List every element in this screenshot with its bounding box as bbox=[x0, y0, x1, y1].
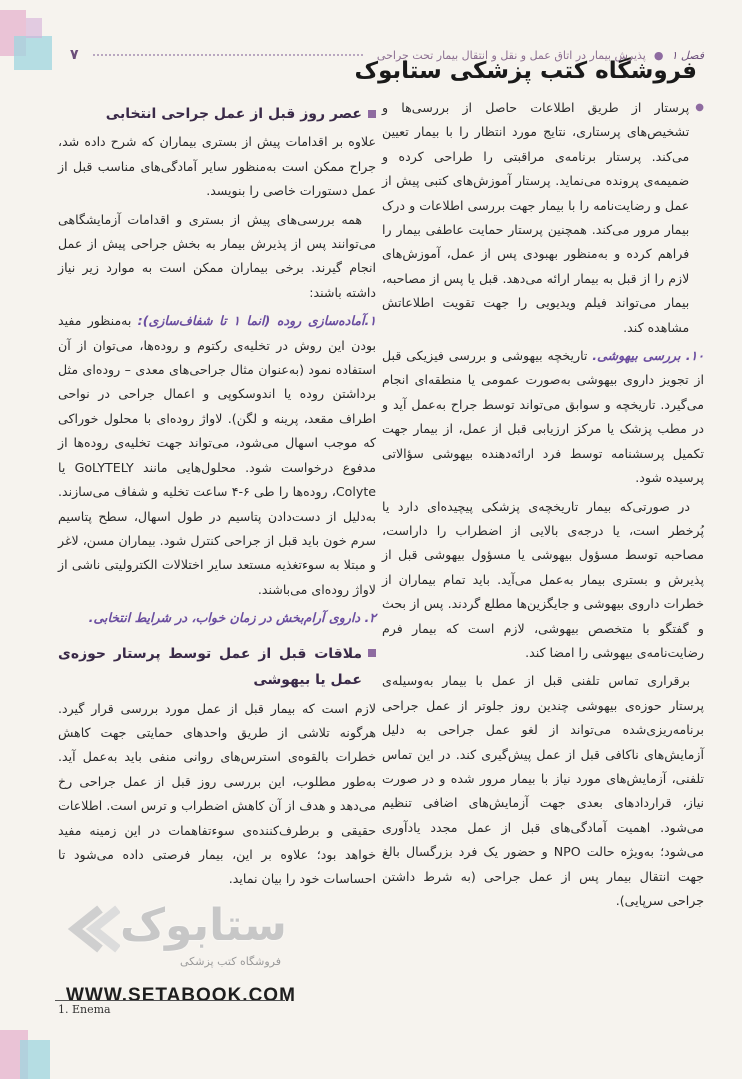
square-bullet-icon bbox=[368, 110, 376, 118]
watermark-url: WWW.SETABOOK.COM bbox=[66, 985, 296, 1006]
paragraph: برقراری تماس تلفنی قبل از عمل با بیمار به‌وسیله‌ی پرستار حوزه‌ی بیهوشی چندین روز جلوتر از عمل جراحی برنامه‌ریزی‌شده می‌تواند از لغو عمل جراحی به دلیل آزمایش‌های ناکافی قبل از عمل پیش‌گیری کند. در این تماس تلفنی، آزمایش‌های مورد نیاز با بیمار مرور شده و در صورت نیاز، قراردادهای بعدی جهت آزمایش‌های اضافی تنظیم می‌شود. اهمیت آمادگی‌های قبل از عمل مجدد یادآوری می‌شود؛ به‌ویژه حالت NPO و حضور یک فرد بزرگسال بالغ جهت انتقال بیمار پس از عمل جراحی (به شرط داشتن جراحی سرپایی). bbox=[382, 673, 705, 908]
page-number: ۷ bbox=[70, 47, 79, 63]
list-item-title: ۱.آماده‌سازی روده (انما ۱ تا شفاف‌سازی): bbox=[137, 313, 376, 329]
bullet-paragraph bbox=[382, 96, 704, 344]
list-item-text: به‌منظور مفید بودن این روش در تخلیه‌ی رکتوم و روده‌ها، می‌توان از آن استفاده نمود (به‌عنوان مثال جراحی‌های معدی – روده‌ای مثل برداشتن روده یا اندوسکوپی و اعمال جراحی در نواحی اطراف مقعد، پرینه و لگن). لاواژ روده‌ای با محلول خوراکی که موجب اسهال می‌شود، می‌تواند جهت تخلیه‌ی روده‌ها از مدفوع درخواست شود. محلول‌هایی مانند GoLYTELY یا Colyte، روده‌ها را طی ۶-۴ ساعت تخلیه و شفاف می‌سازند. به‌دلیل از دست‌دادن پتاسیم در طول اسهال، سطح پتاسیم سرم خون باید قبل از جراحی کنترل شود. بیماران مسن، لاغر و مبتلا به سوءتغذیه مستعد سایر اختلالات الکترولیتی ناشی از لاواژ روده‌ای می‌باشند. bbox=[58, 313, 377, 597]
item-10-title: ۱۰. بررسی بیهوشی. bbox=[592, 348, 705, 364]
chapter-label: فصل ۱ bbox=[671, 48, 704, 62]
list-item-title: ۲. داروی آرام‌بخش در زمان خواب، در شرایط انتخابی. bbox=[88, 610, 376, 626]
paragraph: لازم است که بیمار قبل از عمل مورد بررسی قرار گیرد. هرگونه تلاشی از طریق واحدهای حمایتی جهت کاهش خطرات بالقوه‌ی استرس‌های روانی منفی باید به‌عمل آید. به‌طور مطلوب، این بررسی روز قبل از عمل جراحی رخ می‌دهد و هدف از آن کاهش اضطراب و ترس است. اطلاعات حقیقی و برطرف‌کننده‌ی سوءتفاهمات در این زمینه مفید خواهد بود؛ علاوه بر این، بیمار فرصتی داده می‌شود تا احساسات خود را بیان نماید. bbox=[58, 700, 376, 887]
heading-text: عصر روز قبل از عمل جراحی انتخابی bbox=[105, 106, 362, 122]
bullet-icon: ● bbox=[695, 102, 704, 113]
header-dotted-rule bbox=[93, 54, 363, 56]
watermark-logo bbox=[60, 900, 315, 980]
right-column bbox=[382, 96, 704, 917]
watermark-brand: ستابوک bbox=[120, 900, 287, 951]
paragraph: علاوه بر اقدامات پیش از بستری بیماران که شرح داده شد، جراح ممکن است به‌منظور سایر آمادگی‌های مناسب قبل از عمل دستورات خاصی را بنویسد. bbox=[58, 134, 376, 199]
item-10 bbox=[382, 344, 704, 490]
item-10-text: تاریخچه بیهوشی و بررسی فیزیکی قبل از تجویز داروی بیهوشی به‌صورت عمومی یا منطقه‌ای انجام می‌گیرد. تاریخچه و سوابق می‌تواند توسط جراح به‌عمل آید و در مطب پزشک یا مرکز ارزیابی قبل از عمل، از بیمار جهت تکمیل پرسشنامه توسط فرد ارائه‌دهنده بیهوشی سؤالاتی پرسیده شود. bbox=[382, 348, 704, 486]
section-heading bbox=[58, 102, 376, 126]
footnote: 1. Enema bbox=[58, 1003, 111, 1016]
watermark-tagline: فروشگاه کتب پزشکی bbox=[180, 955, 281, 968]
chevron-watermark-icon bbox=[60, 904, 120, 954]
corner-decoration-bottom bbox=[0, 1030, 60, 1079]
bullet-dot: ● bbox=[653, 48, 664, 62]
list-item-2 bbox=[58, 606, 376, 630]
footnote-divider bbox=[55, 1000, 285, 1001]
running-title: پذیرش بیمار در اتاق عمل و نقل و انتقال بیمار تحت جراحی bbox=[376, 48, 646, 62]
square-bullet-icon bbox=[368, 649, 376, 657]
paragraph: در صورتی‌که بیمار تاریخچه‌ی پزشکی پیچیده‌ای دارد یا پُرخطر است، یا درجه‌ی بالایی از اضطراب را داراست، مصاحبه توسط مسؤول بیهوشی یا مسؤول بیهوشی قبل از پذیرش و بستری بیمار به‌عمل می‌آید. باید تمام بیماران از خطرات داروی بیهوشی و جایگزین‌ها مطلع گردند. پس از بحث و گفتگو با متخصص بیهوشی، لازم است که بیمار فرم رضایت‌نامه‌ی بیهوشی را امضا کند. bbox=[382, 498, 704, 660]
paragraph: پرستار از طریق اطلاعات حاصل از بررسی‌ها و تشخیص‌های پرستاری، نتایج مورد انتظار را با بیمار تعیین می‌کند. پرستار برنامه‌ی مراقبتی را طراحی کرده و ضمیمه‌ی پرونده می‌نماید. پرستار آموزش‌های کتبی پیش از عمل و رضایت‌نامه را با بیمار جهت بررسی اطلاعات و درک بیمار مرور می‌کند. همچنین پرستار حمایت عاطفی بیمار را فراهم کرده و به‌منظور بهبودی پس از عمل، آموزش‌های لازم را از قبل به بیمار ارائه می‌دهد. قبل یا پس از مصاحبه، بیمار می‌تواند فیلم ویدیویی را جهت تقویت اطلاعاتش مشاهده کند. bbox=[382, 100, 690, 335]
section-heading bbox=[58, 641, 376, 693]
corner-decoration-top bbox=[0, 0, 68, 70]
paragraph: همه بررسی‌های پیش از بستری و اقدامات آزمایشگاهی می‌توانند پس از پذیرش بیمار به بخش جراحی پیش از عمل انجام گیرند. برخی بیماران ممکن است به موارد زیر نیاز داشته باشند: bbox=[58, 211, 376, 300]
list-item-1 bbox=[58, 309, 376, 602]
heading-text: ملاقات قبل از عمل توسط پرستار حوزه‌ی عمل یا بیهوشی bbox=[58, 645, 362, 688]
left-column bbox=[58, 100, 376, 896]
store-title: فروشگاه کتب پزشکی ستابوک bbox=[354, 58, 697, 84]
